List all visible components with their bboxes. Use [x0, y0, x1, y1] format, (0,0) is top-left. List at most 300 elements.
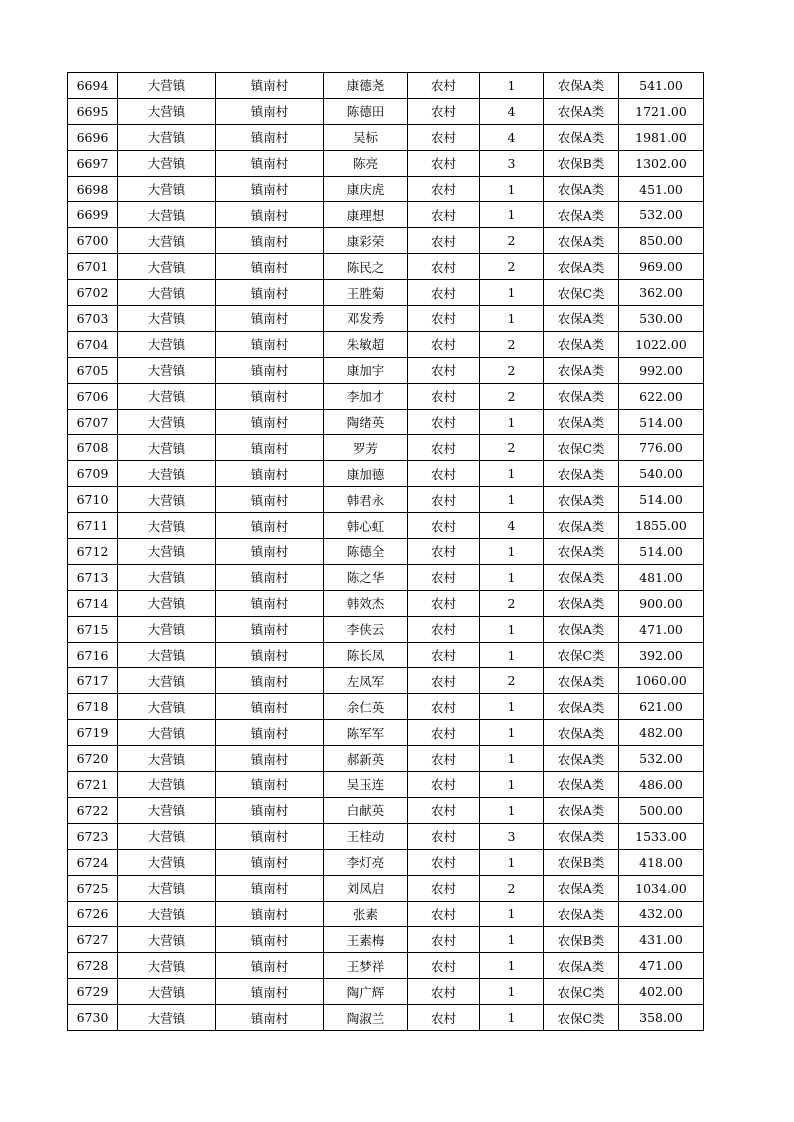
- name-cell: 康德尧: [324, 73, 408, 99]
- name-cell: 康加宇: [324, 357, 408, 383]
- village-cell: 镇南村: [216, 254, 324, 280]
- household-type-cell: 农村: [408, 746, 480, 772]
- village-cell: 镇南村: [216, 487, 324, 513]
- record-number-cell: 6713: [68, 564, 118, 590]
- insurance-category-cell: 农保A类: [544, 746, 619, 772]
- name-cell: 罗芳: [324, 435, 408, 461]
- table-row: [68, 616, 704, 642]
- amount-cell: 514.00: [619, 409, 704, 435]
- insurance-category-cell: 农保A类: [544, 228, 619, 254]
- name-cell: 王梦祥: [324, 953, 408, 979]
- household-size-cell: 3: [480, 150, 544, 176]
- household-size-cell: 3: [480, 823, 544, 849]
- record-number-cell: 6706: [68, 383, 118, 409]
- name-cell: 韩效杰: [324, 590, 408, 616]
- village-cell: 镇南村: [216, 280, 324, 306]
- record-number-cell: 6712: [68, 539, 118, 565]
- amount-cell: 540.00: [619, 461, 704, 487]
- village-cell: 镇南村: [216, 927, 324, 953]
- household-type-cell: 农村: [408, 357, 480, 383]
- village-cell: 镇南村: [216, 383, 324, 409]
- village-cell: 镇南村: [216, 228, 324, 254]
- name-cell: 陶广辉: [324, 979, 408, 1005]
- village-cell: 镇南村: [216, 694, 324, 720]
- insurance-category-cell: 农保A类: [544, 73, 619, 99]
- record-number-cell: 6727: [68, 927, 118, 953]
- table-body: [68, 73, 704, 1031]
- insurance-category-cell: 农保C类: [544, 280, 619, 306]
- village-cell: 镇南村: [216, 797, 324, 823]
- insurance-category-cell: 农保A类: [544, 901, 619, 927]
- household-size-cell: 1: [480, 280, 544, 306]
- amount-cell: 850.00: [619, 228, 704, 254]
- amount-cell: 1302.00: [619, 150, 704, 176]
- insurance-category-cell: 农保A类: [544, 331, 619, 357]
- town-cell: 大营镇: [118, 927, 216, 953]
- table-row: [68, 539, 704, 565]
- household-type-cell: 农村: [408, 513, 480, 539]
- town-cell: 大营镇: [118, 901, 216, 927]
- insurance-category-cell: 农保A类: [544, 487, 619, 513]
- household-type-cell: 农村: [408, 875, 480, 901]
- table-row: [68, 953, 704, 979]
- name-cell: 王桂动: [324, 823, 408, 849]
- town-cell: 大营镇: [118, 513, 216, 539]
- name-cell: 康加德: [324, 461, 408, 487]
- record-number-cell: 6726: [68, 901, 118, 927]
- household-size-cell: 1: [480, 953, 544, 979]
- name-cell: 刘凤启: [324, 875, 408, 901]
- insurance-category-cell: 农保A类: [544, 124, 619, 150]
- village-cell: 镇南村: [216, 331, 324, 357]
- village-cell: 镇南村: [216, 720, 324, 746]
- table-row: [68, 746, 704, 772]
- amount-cell: 358.00: [619, 1005, 704, 1031]
- table-row: [68, 849, 704, 875]
- town-cell: 大营镇: [118, 642, 216, 668]
- insurance-category-cell: 农保B类: [544, 849, 619, 875]
- record-number-cell: 6704: [68, 331, 118, 357]
- household-size-cell: 1: [480, 73, 544, 99]
- name-cell: 陶淑兰: [324, 1005, 408, 1031]
- amount-cell: 532.00: [619, 746, 704, 772]
- record-number-cell: 6721: [68, 772, 118, 798]
- insurance-category-cell: 农保A类: [544, 306, 619, 332]
- insurance-category-cell: 农保C类: [544, 642, 619, 668]
- insurance-category-cell: 农保A类: [544, 668, 619, 694]
- record-number-cell: 6724: [68, 849, 118, 875]
- record-number-cell: 6723: [68, 823, 118, 849]
- insurance-category-cell: 农保A类: [544, 694, 619, 720]
- household-size-cell: 2: [480, 254, 544, 280]
- record-number-cell: 6730: [68, 1005, 118, 1031]
- insurance-category-cell: 农保A类: [544, 202, 619, 228]
- amount-cell: 776.00: [619, 435, 704, 461]
- household-size-cell: 4: [480, 513, 544, 539]
- name-cell: 王胜菊: [324, 280, 408, 306]
- name-cell: 陈长凤: [324, 642, 408, 668]
- table-row: [68, 73, 704, 99]
- insurance-category-cell: 农保A类: [544, 720, 619, 746]
- village-cell: 镇南村: [216, 746, 324, 772]
- household-type-cell: 农村: [408, 73, 480, 99]
- record-number-cell: 6694: [68, 73, 118, 99]
- household-size-cell: 1: [480, 202, 544, 228]
- record-number-cell: 6722: [68, 797, 118, 823]
- household-size-cell: 1: [480, 746, 544, 772]
- table-row: [68, 590, 704, 616]
- insurance-category-cell: 农保A类: [544, 564, 619, 590]
- name-cell: 韩心虹: [324, 513, 408, 539]
- amount-cell: 992.00: [619, 357, 704, 383]
- household-size-cell: 2: [480, 383, 544, 409]
- town-cell: 大营镇: [118, 150, 216, 176]
- village-cell: 镇南村: [216, 901, 324, 927]
- town-cell: 大营镇: [118, 331, 216, 357]
- name-cell: 康彩荣: [324, 228, 408, 254]
- household-type-cell: 农村: [408, 254, 480, 280]
- name-cell: 韩君永: [324, 487, 408, 513]
- amount-cell: 486.00: [619, 772, 704, 798]
- record-number-cell: 6708: [68, 435, 118, 461]
- record-number-cell: 6725: [68, 875, 118, 901]
- household-type-cell: 农村: [408, 150, 480, 176]
- household-type-cell: 农村: [408, 953, 480, 979]
- amount-cell: 431.00: [619, 927, 704, 953]
- household-type-cell: 农村: [408, 564, 480, 590]
- household-size-cell: 1: [480, 772, 544, 798]
- insurance-category-cell: 农保A类: [544, 176, 619, 202]
- village-cell: 镇南村: [216, 461, 324, 487]
- household-type-cell: 农村: [408, 979, 480, 1005]
- record-number-cell: 6715: [68, 616, 118, 642]
- table-row: [68, 409, 704, 435]
- table-row: [68, 823, 704, 849]
- table-row: [68, 280, 704, 306]
- name-cell: 陶绪英: [324, 409, 408, 435]
- record-number-cell: 6701: [68, 254, 118, 280]
- table-row: [68, 927, 704, 953]
- insurance-category-cell: 农保A类: [544, 254, 619, 280]
- household-size-cell: 1: [480, 694, 544, 720]
- town-cell: 大营镇: [118, 564, 216, 590]
- table-row: [68, 875, 704, 901]
- town-cell: 大营镇: [118, 1005, 216, 1031]
- town-cell: 大营镇: [118, 228, 216, 254]
- town-cell: 大营镇: [118, 953, 216, 979]
- household-size-cell: 1: [480, 539, 544, 565]
- household-size-cell: 1: [480, 1005, 544, 1031]
- table-row: [68, 1005, 704, 1031]
- town-cell: 大营镇: [118, 409, 216, 435]
- amount-cell: 392.00: [619, 642, 704, 668]
- insurance-category-cell: 农保A类: [544, 616, 619, 642]
- household-size-cell: 1: [480, 487, 544, 513]
- insurance-category-cell: 农保C类: [544, 1005, 619, 1031]
- household-size-cell: 1: [480, 564, 544, 590]
- household-type-cell: 农村: [408, 331, 480, 357]
- town-cell: 大营镇: [118, 823, 216, 849]
- household-size-cell: 1: [480, 927, 544, 953]
- town-cell: 大营镇: [118, 202, 216, 228]
- town-cell: 大营镇: [118, 487, 216, 513]
- name-cell: 余仁英: [324, 694, 408, 720]
- insurance-category-cell: 农保C类: [544, 435, 619, 461]
- village-cell: 镇南村: [216, 73, 324, 99]
- insurance-category-cell: 农保B类: [544, 150, 619, 176]
- table-row: [68, 694, 704, 720]
- household-type-cell: 农村: [408, 124, 480, 150]
- amount-cell: 1721.00: [619, 98, 704, 124]
- record-number-cell: 6703: [68, 306, 118, 332]
- village-cell: 镇南村: [216, 953, 324, 979]
- household-type-cell: 农村: [408, 590, 480, 616]
- table-row: [68, 435, 704, 461]
- household-type-cell: 农村: [408, 176, 480, 202]
- town-cell: 大营镇: [118, 694, 216, 720]
- household-size-cell: 2: [480, 228, 544, 254]
- amount-cell: 500.00: [619, 797, 704, 823]
- insurance-category-cell: 农保A类: [544, 772, 619, 798]
- name-cell: 陈军军: [324, 720, 408, 746]
- insurance-category-cell: 农保B类: [544, 927, 619, 953]
- amount-cell: 432.00: [619, 901, 704, 927]
- village-cell: 镇南村: [216, 979, 324, 1005]
- town-cell: 大营镇: [118, 875, 216, 901]
- record-number-cell: 6711: [68, 513, 118, 539]
- household-type-cell: 农村: [408, 435, 480, 461]
- amount-cell: 471.00: [619, 953, 704, 979]
- household-size-cell: 4: [480, 124, 544, 150]
- household-type-cell: 农村: [408, 849, 480, 875]
- amount-cell: 622.00: [619, 383, 704, 409]
- insurance-category-cell: 农保A类: [544, 383, 619, 409]
- table-row: [68, 228, 704, 254]
- table-row: [68, 720, 704, 746]
- household-type-cell: 农村: [408, 823, 480, 849]
- town-cell: 大营镇: [118, 383, 216, 409]
- amount-cell: 482.00: [619, 720, 704, 746]
- amount-cell: 532.00: [619, 202, 704, 228]
- town-cell: 大营镇: [118, 849, 216, 875]
- household-type-cell: 农村: [408, 202, 480, 228]
- household-type-cell: 农村: [408, 306, 480, 332]
- name-cell: 陈民之: [324, 254, 408, 280]
- town-cell: 大营镇: [118, 435, 216, 461]
- town-cell: 大营镇: [118, 797, 216, 823]
- table-row: [68, 383, 704, 409]
- town-cell: 大营镇: [118, 98, 216, 124]
- household-type-cell: 农村: [408, 772, 480, 798]
- household-size-cell: 1: [480, 306, 544, 332]
- amount-cell: 1022.00: [619, 331, 704, 357]
- amount-cell: 900.00: [619, 590, 704, 616]
- table-row: [68, 564, 704, 590]
- table-row: [68, 254, 704, 280]
- village-cell: 镇南村: [216, 590, 324, 616]
- amount-cell: 1533.00: [619, 823, 704, 849]
- household-type-cell: 农村: [408, 98, 480, 124]
- town-cell: 大营镇: [118, 616, 216, 642]
- town-cell: 大营镇: [118, 73, 216, 99]
- name-cell: 李加才: [324, 383, 408, 409]
- name-cell: 陈德全: [324, 539, 408, 565]
- table-row: [68, 668, 704, 694]
- amount-cell: 621.00: [619, 694, 704, 720]
- record-number-cell: 6702: [68, 280, 118, 306]
- insurance-category-cell: 农保A类: [544, 823, 619, 849]
- village-cell: 镇南村: [216, 202, 324, 228]
- name-cell: 康庆虎: [324, 176, 408, 202]
- name-cell: 陈德田: [324, 98, 408, 124]
- amount-cell: 1060.00: [619, 668, 704, 694]
- amount-cell: 969.00: [619, 254, 704, 280]
- village-cell: 镇南村: [216, 513, 324, 539]
- village-cell: 镇南村: [216, 823, 324, 849]
- household-size-cell: 2: [480, 357, 544, 383]
- table-row: [68, 176, 704, 202]
- table-row: [68, 202, 704, 228]
- table-row: [68, 357, 704, 383]
- record-number-cell: 6699: [68, 202, 118, 228]
- insurance-category-cell: 农保A类: [544, 461, 619, 487]
- town-cell: 大营镇: [118, 306, 216, 332]
- record-number-cell: 6718: [68, 694, 118, 720]
- amount-cell: 1981.00: [619, 124, 704, 150]
- household-type-cell: 农村: [408, 616, 480, 642]
- village-cell: 镇南村: [216, 98, 324, 124]
- amount-cell: 1855.00: [619, 513, 704, 539]
- table-row: [68, 306, 704, 332]
- town-cell: 大营镇: [118, 668, 216, 694]
- name-cell: 吴标: [324, 124, 408, 150]
- record-number-cell: 6714: [68, 590, 118, 616]
- insurance-category-cell: 农保C类: [544, 979, 619, 1005]
- table-row: [68, 642, 704, 668]
- record-number-cell: 6728: [68, 953, 118, 979]
- insurance-category-cell: 农保A类: [544, 797, 619, 823]
- household-size-cell: 1: [480, 616, 544, 642]
- table-row: [68, 979, 704, 1005]
- records-table: [67, 72, 704, 1031]
- table-row: [68, 772, 704, 798]
- table-row: [68, 150, 704, 176]
- village-cell: 镇南村: [216, 176, 324, 202]
- insurance-category-cell: 农保A类: [544, 875, 619, 901]
- insurance-category-cell: 农保A类: [544, 953, 619, 979]
- household-type-cell: 农村: [408, 797, 480, 823]
- amount-cell: 362.00: [619, 280, 704, 306]
- household-size-cell: 1: [480, 901, 544, 927]
- household-size-cell: 1: [480, 797, 544, 823]
- name-cell: 康理想: [324, 202, 408, 228]
- household-size-cell: 2: [480, 668, 544, 694]
- insurance-category-cell: 农保A类: [544, 409, 619, 435]
- table-row: [68, 487, 704, 513]
- name-cell: 李灯亮: [324, 849, 408, 875]
- household-type-cell: 农村: [408, 539, 480, 565]
- household-size-cell: 1: [480, 176, 544, 202]
- town-cell: 大营镇: [118, 720, 216, 746]
- village-cell: 镇南村: [216, 616, 324, 642]
- amount-cell: 481.00: [619, 564, 704, 590]
- household-size-cell: 2: [480, 435, 544, 461]
- town-cell: 大营镇: [118, 357, 216, 383]
- record-number-cell: 6720: [68, 746, 118, 772]
- household-size-cell: 2: [480, 875, 544, 901]
- town-cell: 大营镇: [118, 461, 216, 487]
- town-cell: 大营镇: [118, 979, 216, 1005]
- household-size-cell: 4: [480, 98, 544, 124]
- household-type-cell: 农村: [408, 694, 480, 720]
- household-type-cell: 农村: [408, 720, 480, 746]
- village-cell: 镇南村: [216, 668, 324, 694]
- village-cell: 镇南村: [216, 357, 324, 383]
- household-size-cell: 1: [480, 849, 544, 875]
- record-number-cell: 6696: [68, 124, 118, 150]
- household-size-cell: 1: [480, 720, 544, 746]
- household-type-cell: 农村: [408, 642, 480, 668]
- name-cell: 陈亮: [324, 150, 408, 176]
- town-cell: 大营镇: [118, 254, 216, 280]
- insurance-category-cell: 农保A类: [544, 357, 619, 383]
- amount-cell: 418.00: [619, 849, 704, 875]
- household-type-cell: 农村: [408, 228, 480, 254]
- household-size-cell: 1: [480, 979, 544, 1005]
- household-type-cell: 农村: [408, 409, 480, 435]
- insurance-category-cell: 农保A类: [544, 590, 619, 616]
- record-number-cell: 6719: [68, 720, 118, 746]
- village-cell: 镇南村: [216, 772, 324, 798]
- record-number-cell: 6716: [68, 642, 118, 668]
- village-cell: 镇南村: [216, 642, 324, 668]
- amount-cell: 514.00: [619, 487, 704, 513]
- table-row: [68, 98, 704, 124]
- table-row: [68, 901, 704, 927]
- name-cell: 陈之华: [324, 564, 408, 590]
- household-type-cell: 农村: [408, 487, 480, 513]
- town-cell: 大营镇: [118, 124, 216, 150]
- insurance-category-cell: 农保A类: [544, 98, 619, 124]
- name-cell: 张素: [324, 901, 408, 927]
- amount-cell: 402.00: [619, 979, 704, 1005]
- table-row: [68, 124, 704, 150]
- name-cell: 李侠云: [324, 616, 408, 642]
- village-cell: 镇南村: [216, 124, 324, 150]
- town-cell: 大营镇: [118, 772, 216, 798]
- household-size-cell: 1: [480, 409, 544, 435]
- household-size-cell: 1: [480, 642, 544, 668]
- name-cell: 吴玉连: [324, 772, 408, 798]
- record-number-cell: 6709: [68, 461, 118, 487]
- record-number-cell: 6700: [68, 228, 118, 254]
- name-cell: 白献英: [324, 797, 408, 823]
- record-number-cell: 6695: [68, 98, 118, 124]
- village-cell: 镇南村: [216, 539, 324, 565]
- amount-cell: 514.00: [619, 539, 704, 565]
- household-size-cell: 1: [480, 461, 544, 487]
- insurance-category-cell: 农保A类: [544, 539, 619, 565]
- town-cell: 大营镇: [118, 590, 216, 616]
- name-cell: 朱敏超: [324, 331, 408, 357]
- household-size-cell: 2: [480, 331, 544, 357]
- village-cell: 镇南村: [216, 409, 324, 435]
- name-cell: 邓发秀: [324, 306, 408, 332]
- table-row: [68, 461, 704, 487]
- household-type-cell: 农村: [408, 668, 480, 694]
- record-number-cell: 6710: [68, 487, 118, 513]
- amount-cell: 451.00: [619, 176, 704, 202]
